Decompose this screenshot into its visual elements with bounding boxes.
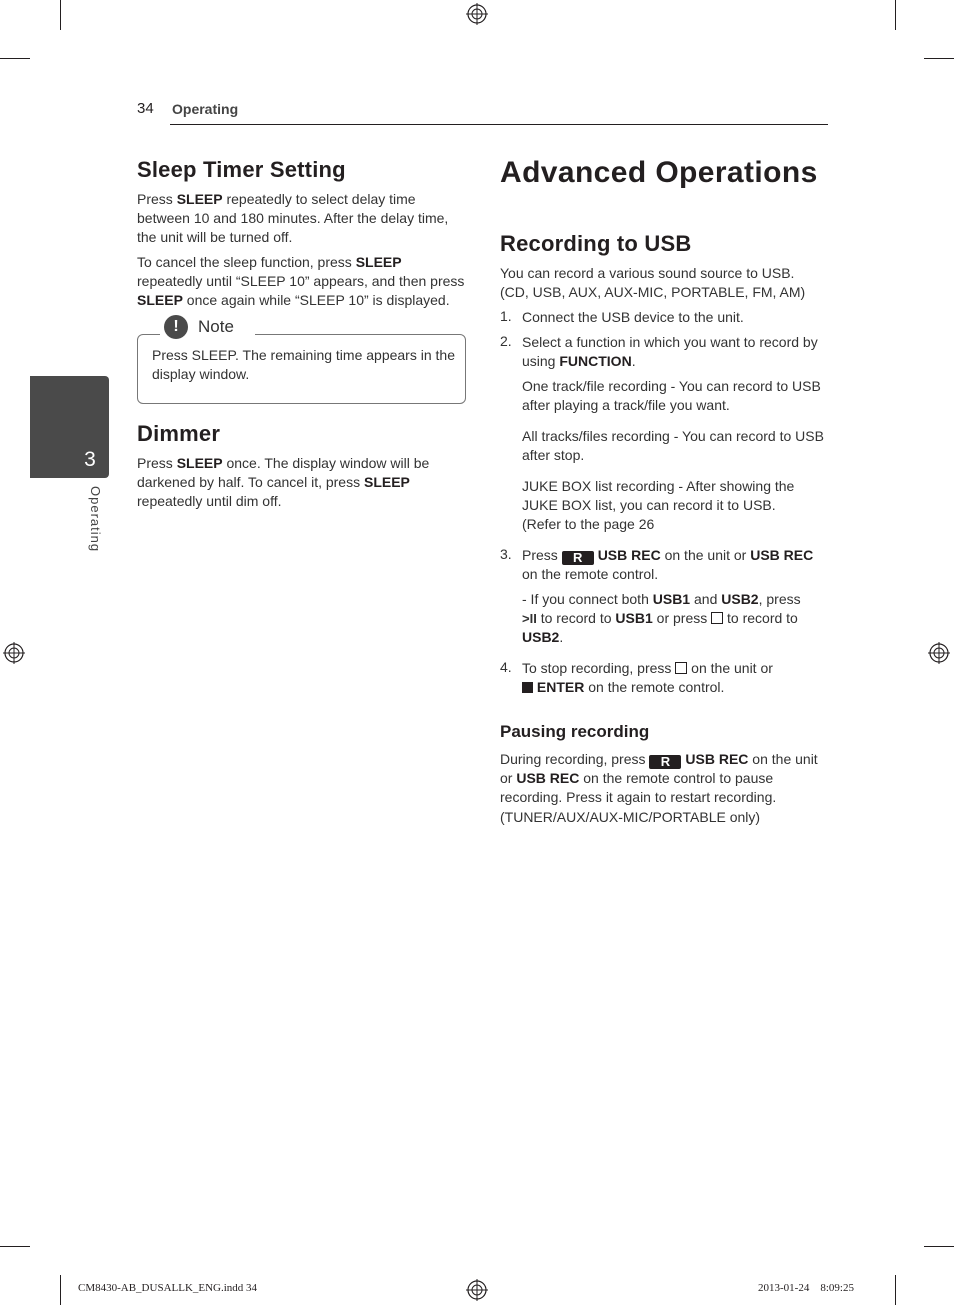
crop-mark: [0, 58, 30, 59]
step-number: 2.: [500, 333, 512, 349]
step-number: 1.: [500, 308, 512, 324]
crop-mark: [924, 58, 954, 59]
stop-filled-icon: [522, 682, 533, 693]
play-pause-icon: >II: [522, 611, 537, 627]
registration-mark-icon: [3, 642, 25, 664]
page-title: Advanced Operations: [500, 156, 818, 189]
crop-mark: [895, 1275, 896, 1305]
paragraph: Press SLEEP once. The display window will be darkened by half. To cancel it, press SLEEP repeatedly until dim off.: [137, 455, 430, 510]
chapter-number: 3: [84, 448, 96, 471]
footer-filename: CM8430-AB_DUSALLK_ENG.indd 34: [78, 1282, 258, 1294]
page-number: 34: [137, 100, 154, 117]
step-text: Press R USB REC on the unit or USB REC on the remote control.: [522, 547, 814, 583]
registration-mark-icon: [466, 3, 488, 25]
rec-button-icon: R: [562, 551, 594, 565]
section-title-sleep: Sleep Timer Setting: [137, 157, 346, 182]
running-header: Operating: [172, 101, 239, 117]
step-detail: All tracks/files recording - You can record to USB after stop.: [522, 428, 824, 464]
step-text: To stop recording, press on the unit or ENTER on the remote control.: [522, 660, 773, 696]
step-number: 4.: [500, 659, 512, 675]
section-title-dimmer: Dimmer: [137, 421, 221, 446]
step-detail: One track/file recording - You can record to USB after playing a track/file you want.: [522, 378, 821, 414]
paragraph: During recording, press R USB REC on the unit or USB REC on the remote control to pause recording. Press it again to restart recording. (TUNER/AUX/AUX-MIC/PORTABLE only): [500, 751, 818, 825]
note-text: Press SLEEP. The remaining time appears in the display window.: [152, 347, 455, 383]
step-text: Select a function in which you want to record by using FUNCTION.: [522, 334, 818, 370]
header-rule: [170, 124, 828, 125]
crop-mark: [0, 1246, 30, 1247]
exclamation-icon: !: [164, 315, 188, 339]
footer-timestamp: 2013-01-24 8:09:25: [758, 1282, 854, 1294]
crop-mark: [924, 1246, 954, 1247]
rec-button-icon: R: [649, 755, 681, 769]
step-text: Connect the USB device to the unit.: [522, 309, 744, 325]
section-title-recording: Recording to USB: [500, 231, 692, 256]
step-number: 3.: [500, 546, 512, 562]
crop-mark: [60, 1275, 61, 1305]
registration-mark-icon: [466, 1279, 488, 1301]
stop-icon: [711, 612, 723, 624]
paragraph: You can record a various sound source to USB. (CD, USB, AUX, AUX-MIC, PORTABLE, FM, AM): [500, 265, 806, 301]
crop-mark: [895, 0, 896, 30]
registration-mark-icon: [928, 642, 950, 664]
step-detail: JUKE BOX list recording - After showing the JUKE BOX list, you can record it to USB. (Refer to the page 26: [522, 478, 795, 533]
subsection-title-pausing: Pausing recording: [500, 722, 650, 741]
note-label: Note: [198, 317, 234, 336]
stop-icon: [675, 662, 687, 674]
step-detail: - If you connect both USB1 and USB2, press >II to record to USB1 or press to record to USB2.: [522, 591, 801, 646]
chapter-label: Operating: [88, 486, 103, 553]
paragraph: To cancel the sleep function, press SLEEP repeatedly until “SLEEP 10” appears, and then press SLEEP once again while “SLEEP 10” is displayed.: [137, 254, 465, 309]
paragraph: Press SLEEP repeatedly to select delay time between 10 and 180 minutes. After the delay time, the unit will be turned off.: [137, 191, 449, 246]
crop-mark: [60, 0, 61, 30]
